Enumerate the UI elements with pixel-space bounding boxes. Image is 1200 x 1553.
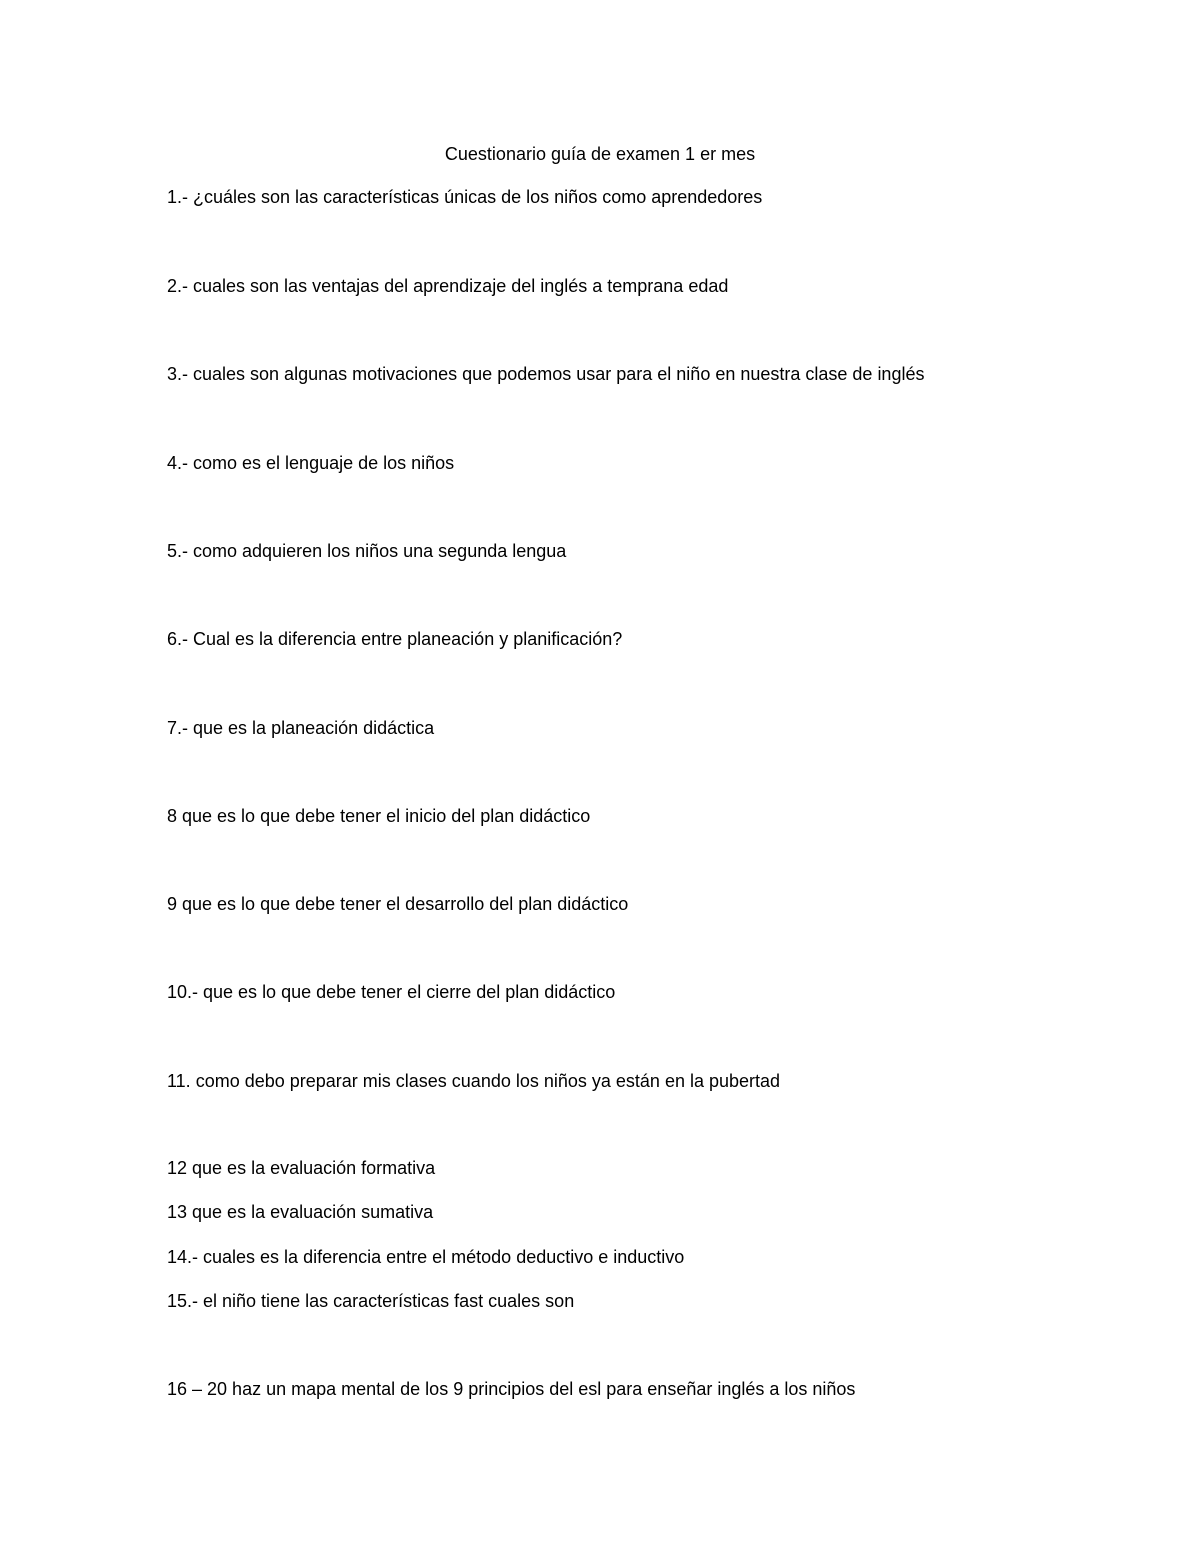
question-5: 5.- como adquieren los niños una segunda lengua (167, 541, 567, 561)
question-15: 15.- el niño tiene las características fast cuales son (167, 1291, 575, 1311)
question-16: 16 – 20 haz un mapa mental de los 9 principios del esl para enseñar inglés a los niños (167, 1379, 856, 1399)
question-13: 13 que es la evaluación sumativa (167, 1202, 434, 1222)
question-11: 11. como debo preparar mis clases cuando los niños ya están en la pubertad (167, 1071, 781, 1091)
question-1: 1.- ¿cuáles son las características únicas de los niños como aprendedores (167, 187, 763, 207)
question-12: 12 que es la evaluación formativa (167, 1158, 436, 1178)
question-8: 8 que es lo que debe tener el inicio del plan didáctico (167, 806, 591, 826)
question-9: 9 que es lo que debe tener el desarrollo del plan didáctico (167, 894, 629, 914)
question-3: 3.- cuales son algunas motivaciones que podemos usar para el niño en nuestra clase de inglés (167, 364, 925, 384)
question-2: 2.- cuales son las ventajas del aprendizaje del inglés a temprana edad (167, 276, 729, 296)
document-title: Cuestionario guía de examen 1 er mes (444, 144, 756, 164)
question-14: 14.- cuales es la diferencia entre el método deductivo e inductivo (167, 1247, 685, 1267)
question-6: 6.- Cual es la diferencia entre planeación y planificación? (167, 629, 623, 649)
question-4: 4.- como es el lenguaje de los niños (167, 453, 455, 473)
question-7: 7.- que es la planeación didáctica (167, 718, 435, 738)
question-10: 10.- que es lo que debe tener el cierre del plan didáctico (167, 982, 616, 1002)
